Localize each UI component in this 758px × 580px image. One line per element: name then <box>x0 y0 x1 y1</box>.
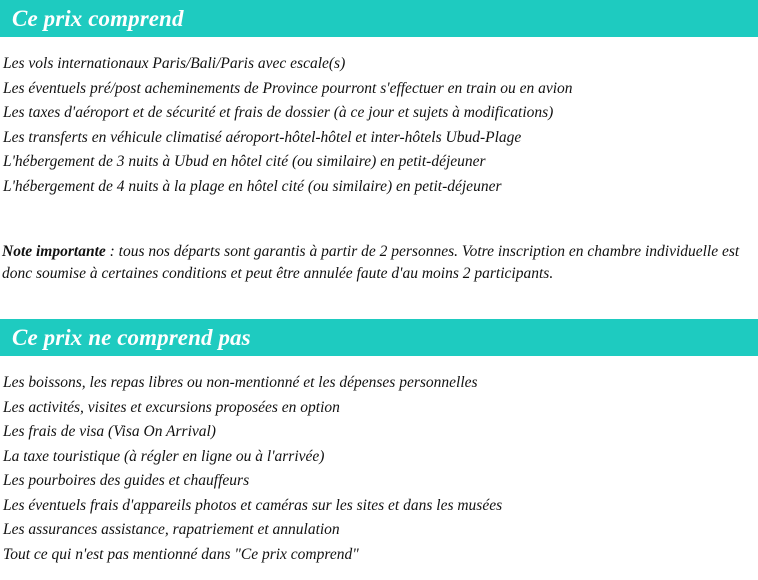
list-item: Les boissons, les repas libres ou non-mentionné et les dépenses personnelles <box>3 374 478 391</box>
section-excluded <box>0 319 758 567</box>
list-item: L'hébergement de 3 nuits à Ubud en hôtel cité (ou similaire) en petit-déjeuner <box>3 153 486 170</box>
list-item: Les éventuels pré/post acheminements de Province pourront s'effectuer en train ou en avion <box>3 79 573 97</box>
important-note <box>2 215 756 285</box>
list-item: Les vols internationaux Paris/Bali/Paris avec escale(s) <box>3 55 346 72</box>
section-excluded-body <box>0 356 758 567</box>
list-item: L'hébergement de 4 nuits à la plage en hôtel cité (ou similaire) en petit-déjeuner <box>3 177 502 195</box>
important-note-text: : tous nos départs sont garantis à partir de 2 personnes. Votre inscription en chambre individuelle est donc soumise à certaines conditions et peut être annulée faute d'au moins 2 participants. <box>2 242 740 282</box>
list-item: Tout ce qui n'est pas mentionné dans "Ce prix comprend" <box>3 545 359 563</box>
included-list <box>2 37 756 199</box>
section-included-title: Ce prix comprend <box>0 0 758 37</box>
list-item: Les frais de visa (Visa On Arrival) <box>3 423 216 440</box>
excluded-list <box>2 356 756 567</box>
list-item: Les assurances assistance, rapatriement et annulation <box>3 521 340 538</box>
section-excluded-title: Ce prix ne comprend pas <box>0 319 758 356</box>
list-item: La taxe touristique (à régler en ligne ou à l'arrivée) <box>3 447 325 465</box>
list-item: Les transferts en véhicule climatisé aéroport-hôtel-hôtel et inter-hôtels Ubud-Plage <box>3 128 522 146</box>
list-item: Les taxes d'aéroport et de sécurité et frais de dossier (à ce jour et sujets à modifications) <box>3 104 554 121</box>
list-item: Les pourboires des guides et chauffeurs <box>3 472 250 489</box>
section-included-body <box>0 37 758 285</box>
list-item: Les activités, visites et excursions proposées en option <box>3 398 340 416</box>
important-note-label: Note importante <box>2 242 106 260</box>
list-item: Les éventuels frais d'appareils photos et caméras sur les sites et dans les musées <box>3 496 503 514</box>
